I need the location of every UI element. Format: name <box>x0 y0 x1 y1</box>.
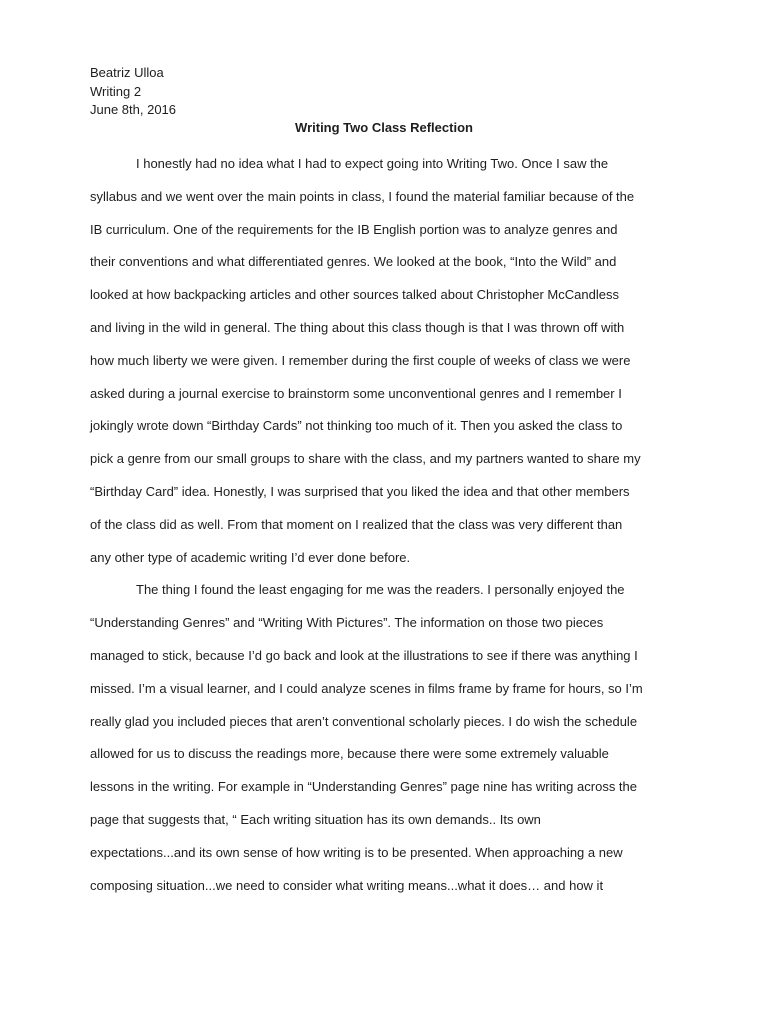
body-line: pick a genre from our small groups to share with the class, and my partners wanted to share my <box>90 451 641 467</box>
body-line: lessons in the writing. For example in “Understanding Genres” page nine has writing across the <box>90 779 637 795</box>
body-line: and living in the wild in general. The thing about this class though is that I was thrown off with <box>90 319 625 335</box>
body-line: The thing I found the least engaging for me was the readers. I personally enjoyed the <box>136 582 625 598</box>
document-body <box>90 154 690 908</box>
body-line: composing situation...we need to consider what writing means...what it does… and how it <box>90 877 604 893</box>
document-date: June 8th, 2016 <box>90 102 177 117</box>
body-line: expectations...and its own sense of how writing is to be presented. When approaching a new <box>90 844 623 860</box>
body-line: asked during a journal exercise to brainstorm some unconventional genres and I remember I <box>90 385 622 401</box>
body-line: IB curriculum. One of the requirements for the IB English portion was to analyze genres and <box>90 221 618 237</box>
body-line: their conventions and what differentiated genres. We looked at the book, “Into the Wild” and <box>90 254 617 270</box>
body-line: “Understanding Genres” and “Writing With Pictures”. The information on those two pieces <box>90 615 604 631</box>
body-line: managed to stick, because I’d go back and look at the illustrations to see if there was anything I <box>90 647 638 663</box>
body-line: looked at how backpacking articles and other sources talked about Christopher McCandless <box>90 287 619 303</box>
body-line: missed. I’m a visual learner, and I could analyze scenes in films frame by frame for hours, so I’m <box>90 680 643 696</box>
body-line: really glad you included pieces that aren’t conventional scholarly pieces. I do wish the schedule <box>90 713 638 729</box>
body-line: any other type of academic writing I’d ever done before. <box>90 549 411 565</box>
body-line: how much liberty we were given. I remember during the first couple of weeks of class we were <box>90 352 631 368</box>
document-title: Writing Two Class Reflection <box>295 120 473 135</box>
body-line: jokingly wrote down “Birthday Cards” not thinking too much of it. Then you asked the class to <box>90 418 623 434</box>
body-line: allowed for us to discuss the readings more, because there were some extremely valuable <box>90 746 609 762</box>
body-line: of the class did as well. From that moment on I realized that the class was very different than <box>90 516 623 532</box>
body-line: I honestly had no idea what I had to expect going into Writing Two. Once I saw the <box>136 156 609 171</box>
body-line: “Birthday Card” idea. Honestly, I was surprised that you liked the idea and that other members <box>90 483 630 499</box>
document-header <box>90 64 176 120</box>
course-name: Writing 2 <box>90 83 142 99</box>
body-line: syllabus and we went over the main points in class, I found the material familiar because of the <box>90 188 635 204</box>
author-name: Beatriz Ulloa <box>90 65 164 80</box>
body-line: page that suggests that, “ Each writing situation has its own demands.. Its own <box>90 811 541 827</box>
